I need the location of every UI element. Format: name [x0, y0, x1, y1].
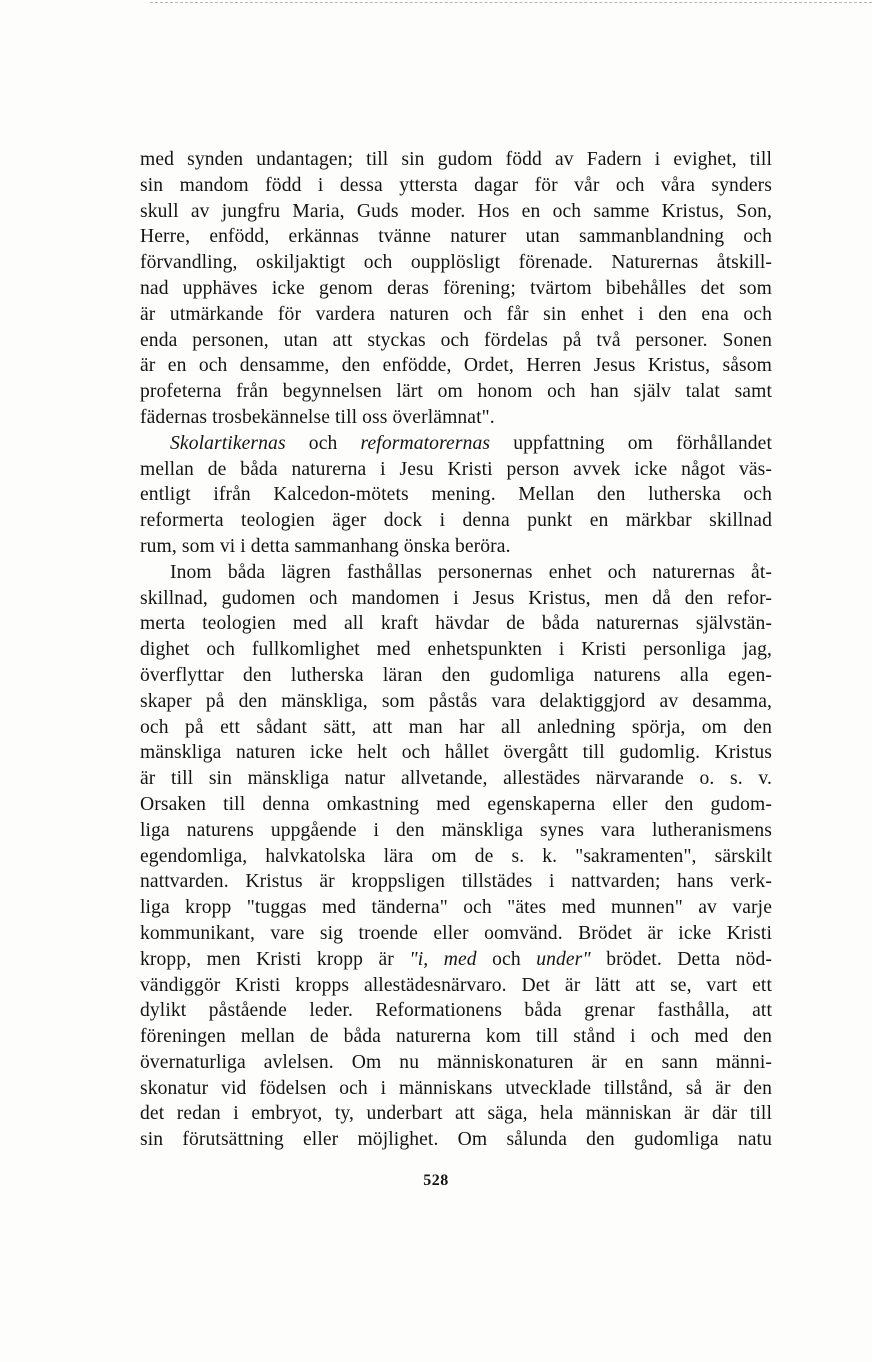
text-line: vändiggör Kristi kropps allestädesnärvaro. Det är lätt att se, vart ett [140, 974, 772, 996]
text-line: mellan de båda naturerna i Jesu Kristi person avvek icke något väs- [140, 458, 772, 480]
text-line: Inom båda lägren fasthållas personernas enhet och naturernas åt- [170, 561, 772, 583]
text-line: det redan i embryot, ty, underbart att säga, hela människan är där till [140, 1103, 772, 1125]
text-line: mänskliga naturen icke helt och hållet övergått till gudomlig. Kristus [140, 742, 772, 764]
text-line: skaper på den mänskliga, som påstås vara delaktiggjord av desamma, [140, 690, 772, 712]
italic-term: Skolartikernas [170, 432, 286, 454]
text-line: nattvarden. Kristus är kroppsligen tillstädes i nattvarden; hans verk- [140, 871, 772, 893]
text-line: fädernas trosbekännelse till oss överlämnat". [140, 406, 495, 428]
text-line: Orsaken till denna omkastning med egenskaperna eller den gudom- [140, 793, 772, 815]
text-line: kommunikant, vare sig troende eller oomvänd. Brödet är icke Kristi [140, 922, 772, 944]
text-segment: och [476, 948, 537, 970]
text-line: rum, som vi i detta sammanhang önska beröra. [140, 535, 511, 557]
italic-term: reformatorernas [360, 432, 491, 454]
text-line: profeterna från begynnelsen lärt om honom och han själv talat samt [140, 381, 772, 403]
text-line: föreningen mellan de båda naturerna kom till stånd i och med den [140, 1026, 772, 1048]
text-line [140, 431, 772, 457]
text-line: är en och densamme, den enfödde, Ordet, Herren Jesus Kristus, såsom [140, 355, 772, 377]
text-line: förvandling, oskiljaktigt och oupplösligt förenade. Naturernas åtskill- [140, 252, 772, 274]
text-line: entligt ifrån Kalcedon-mötets mening. Mellan den lutherska och [140, 484, 772, 506]
italic-term: under" [536, 948, 591, 970]
text-segment: och [285, 432, 361, 454]
italic-term: "i, med [409, 948, 477, 970]
text-line: dylikt påstående leder. Reformationens båda grenar fasthålla, att [140, 1000, 772, 1022]
body-text [140, 147, 772, 1153]
text-line: liga kropp "tuggas med tänderna" och "ätes med munnen" av varje [140, 897, 772, 919]
text-segment: kropp, men Kristi kropp är [140, 948, 410, 970]
text-line: med synden undantagen; till sin gudom född av Fadern i evighet, till [140, 149, 772, 170]
text-line: enda personen, utan att styckas och fördelas på två personer. Sonen [140, 329, 772, 351]
text-line: skonatur vid födelsen och i människans utvecklade tillstånd, så är den [140, 1077, 772, 1099]
text-segment: uppfattning om förhållandet [490, 432, 772, 454]
text-line: sin förutsättning eller möjlighet. Om sålunda den gudomliga natu [140, 1129, 772, 1151]
text-line: nad upphäves icke genom deras förening; tvärtom bibehålles det som [140, 277, 772, 299]
text-line [140, 947, 772, 973]
page-number: 528 [423, 1172, 449, 1189]
text-line: och på ett sådant sätt, att man har all anledning spörja, om den [140, 716, 772, 738]
text-line: skillnad, gudomen och mandomen i Jesus Kristus, men då den refor- [140, 587, 772, 609]
top-edge-rule [150, 2, 872, 3]
text-line: är till sin mänskliga natur allvetande, allestädes närvarande o. s. v. [140, 768, 772, 790]
text-line: dighet och fullkomlighet med enhetspunkten i Kristi personliga jag, [140, 639, 772, 661]
text-line: reformerta teologien äger dock i denna punkt en märkbar skillnad [140, 510, 772, 532]
text-line: sin mandom född i dessa yttersta dagar för vår och våra synders [140, 174, 772, 196]
text-line: övernaturliga avlelsen. Om nu människonaturen är en sann männi- [140, 1051, 772, 1073]
text-line: merta teologien med all kraft hävdar de båda naturernas självstän- [140, 613, 772, 635]
text-line: skull av jungfru Maria, Guds moder. Hos en och samme Kristus, Son, [140, 200, 772, 222]
text-line: egendomliga, halvkatolska lära om de s. k. "sakramenten", särskilt [140, 845, 772, 867]
text-line: är utmärkande för vardera naturen och får sin enhet i den ena och [140, 303, 772, 325]
text-segment: brödet. Detta nöd- [590, 948, 773, 970]
text-line: Herre, enfödd, erkännas tvänne naturer utan sammanblandning och [140, 226, 772, 248]
text-line: överflyttar den lutherska läran den gudomliga naturens alla egen- [140, 664, 772, 686]
text-line: liga naturens uppgående i den mänskliga synes vara lutheranismens [140, 819, 772, 841]
